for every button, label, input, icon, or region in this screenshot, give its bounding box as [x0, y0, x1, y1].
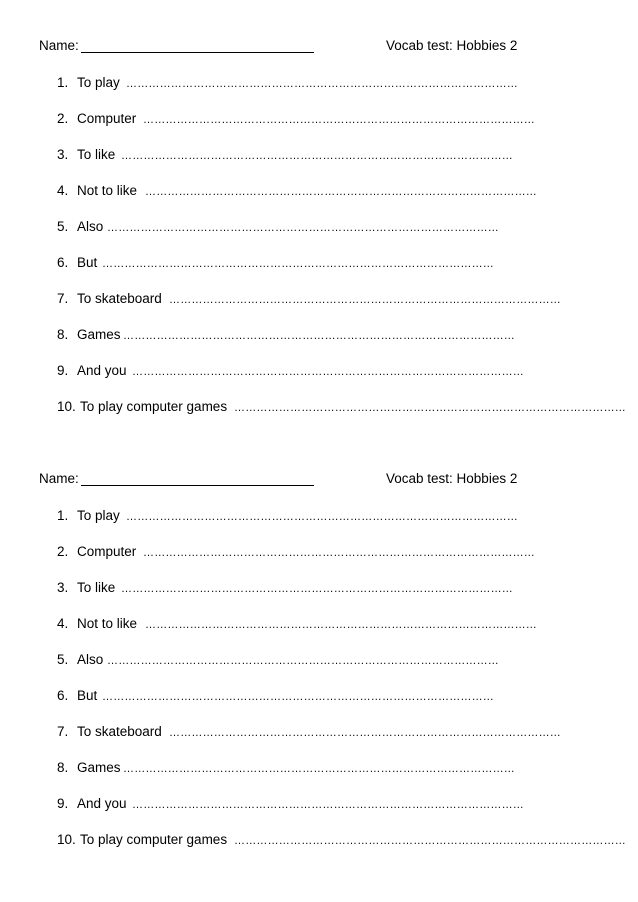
answer-dot-leader: …………………………………………………………………………………………… [102, 258, 494, 270]
answer-dot-leader: …………………………………………………………………………………………… [123, 763, 515, 775]
answer-dot-leader: …………………………………………………………………………………………… [234, 835, 626, 847]
item-text: To play computer games [80, 832, 228, 847]
worksheet-header [0, 471, 638, 491]
item-text: To skateboard [77, 291, 162, 306]
item-number: 2. [57, 544, 69, 559]
answer-dot-leader: …………………………………………………………………………………………… [102, 691, 494, 703]
item-text: But [77, 255, 98, 270]
test-title: Vocab test: Hobbies 2 [386, 471, 518, 486]
worksheet-header [0, 38, 638, 58]
item-text: Not to like [77, 616, 138, 631]
item-number: 9. [57, 796, 69, 811]
answer-dot-leader: …………………………………………………………………………………………… [234, 402, 626, 414]
item-text: Also [77, 652, 104, 667]
item-number: 6. [57, 255, 69, 270]
item-text: And you [77, 363, 127, 378]
item-text: Games [77, 327, 121, 342]
item-number: 5. [57, 652, 69, 667]
item-text: To skateboard [77, 724, 162, 739]
item-number: 6. [57, 688, 69, 703]
answer-dot-leader: …………………………………………………………………………………………… [132, 366, 524, 378]
item-text: To like [77, 580, 116, 595]
answer-dot-leader: …………………………………………………………………………………………… [169, 294, 561, 306]
item-number: 8. [57, 327, 69, 342]
answer-dot-leader: …………………………………………………………………………………………… [143, 547, 535, 559]
item-text: Also [77, 219, 104, 234]
answer-dot-leader: …………………………………………………………………………………………… [121, 150, 513, 162]
answer-dot-leader: …………………………………………………………………………………………… [121, 583, 513, 595]
item-text: Computer [77, 111, 137, 126]
item-text: But [77, 688, 98, 703]
test-title: Vocab test: Hobbies 2 [386, 38, 518, 53]
item-number: 10. [57, 832, 76, 847]
worksheet-top [0, 38, 638, 414]
item-number: 1. [57, 75, 69, 90]
answer-dot-leader: …………………………………………………………………………………………… [107, 655, 499, 667]
item-number: 10. [57, 399, 76, 414]
worksheet-bottom [0, 471, 638, 847]
name-blank-line [81, 485, 314, 486]
item-number: 8. [57, 760, 69, 775]
item-number: 3. [57, 147, 69, 162]
item-number: 9. [57, 363, 69, 378]
answer-dot-leader: …………………………………………………………………………………………… [126, 78, 518, 90]
item-number: 4. [57, 183, 69, 198]
item-number: 4. [57, 616, 69, 631]
item-number: 7. [57, 724, 69, 739]
answer-dot-leader: …………………………………………………………………………………………… [107, 222, 499, 234]
answer-dot-leader: …………………………………………………………………………………………… [169, 727, 561, 739]
item-text: To play [77, 75, 120, 90]
answer-dot-leader: …………………………………………………………………………………………… [132, 799, 524, 811]
item-text: And you [77, 796, 127, 811]
item-text: To play [77, 508, 120, 523]
item-number: 3. [57, 580, 69, 595]
item-text: Games [77, 760, 121, 775]
name-blank-line [81, 52, 314, 53]
answer-dot-leader: …………………………………………………………………………………………… [145, 186, 537, 198]
item-text: To like [77, 147, 116, 162]
item-text: Computer [77, 544, 137, 559]
name-label: Name: [39, 471, 79, 486]
answer-dot-leader: …………………………………………………………………………………………… [123, 330, 515, 342]
answer-dot-leader: …………………………………………………………………………………………… [145, 619, 537, 631]
answer-dot-leader: …………………………………………………………………………………………… [126, 511, 518, 523]
name-label: Name: [39, 38, 79, 53]
item-text: Not to like [77, 183, 138, 198]
item-number: 2. [57, 111, 69, 126]
answer-dot-leader: …………………………………………………………………………………………… [143, 114, 535, 126]
item-number: 7. [57, 291, 69, 306]
item-number: 1. [57, 508, 69, 523]
item-number: 5. [57, 219, 69, 234]
item-text: To play computer games [80, 399, 228, 414]
